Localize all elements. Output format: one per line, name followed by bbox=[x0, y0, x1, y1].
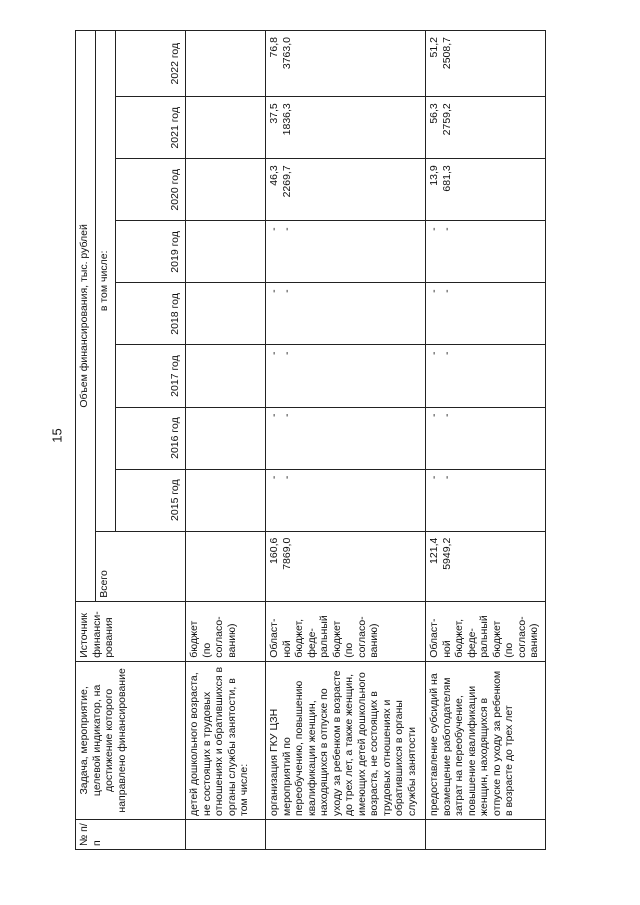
row-year-value bbox=[186, 469, 266, 531]
row-task: предоставление субсидий на возмещение работодателям затрат на переобучение, повышение квалификации женщин, находящихся в отпуске по уходу за ребенком в возрасте до трех лет bbox=[426, 661, 546, 819]
row-no bbox=[266, 819, 426, 849]
row-year-value bbox=[186, 283, 266, 345]
row-total: 121,4 5949,2 bbox=[426, 531, 546, 601]
header-year: 2021 год bbox=[116, 97, 186, 159]
row-year-value: - - bbox=[266, 221, 426, 283]
row-total bbox=[186, 531, 266, 601]
rotated-table-sheet bbox=[75, 30, 620, 850]
row-year-value: 76,8 3763,0 bbox=[266, 31, 426, 97]
header-year: 2019 год bbox=[116, 221, 186, 283]
row-source: Област-ной бюджет, феде-ральный бюджет (по согласо-ванию) bbox=[266, 601, 426, 661]
header-year: 2020 год bbox=[116, 159, 186, 221]
row-year-value: - - bbox=[266, 469, 426, 531]
row-no bbox=[426, 819, 546, 849]
row-year-value: - - bbox=[426, 407, 546, 469]
table-row bbox=[266, 31, 426, 850]
row-year-value bbox=[186, 407, 266, 469]
header-year: 2015 год bbox=[116, 469, 186, 531]
row-year-value: - - bbox=[426, 283, 546, 345]
header-total: Всего bbox=[96, 531, 186, 601]
row-year-value: - - bbox=[426, 469, 546, 531]
row-year-value: - - bbox=[266, 345, 426, 407]
header-no: № п/п bbox=[76, 819, 186, 849]
table-row bbox=[426, 31, 546, 850]
header-volume: Объем финансирования, тыс. рублей bbox=[76, 31, 96, 602]
financing-table bbox=[75, 30, 546, 850]
row-year-value: - - bbox=[426, 345, 546, 407]
header-year: 2022 год bbox=[116, 31, 186, 97]
row-year-value: 46,3 2269,7 bbox=[266, 159, 426, 221]
row-year-value bbox=[186, 31, 266, 97]
header-year: 2016 год bbox=[116, 407, 186, 469]
row-source: бюджет (по согласо-ванию) bbox=[186, 601, 266, 661]
row-year-value bbox=[186, 345, 266, 407]
header-year: 2018 год bbox=[116, 283, 186, 345]
row-year-value bbox=[186, 221, 266, 283]
row-total: 160,6 7869,0 bbox=[266, 531, 426, 601]
row-year-value: - - bbox=[266, 407, 426, 469]
row-year-value: 56,3 2759,2 bbox=[426, 97, 546, 159]
header-row-1 bbox=[76, 31, 96, 850]
row-year-value bbox=[186, 97, 266, 159]
row-no bbox=[186, 819, 266, 849]
row-task: детей дошкольного возраста, не состоящих в трудовых отношениях и обратившихся в органы службы занятости, в том числе: bbox=[186, 661, 266, 819]
row-year-value: - - bbox=[426, 221, 546, 283]
table-row bbox=[186, 31, 266, 850]
header-source: Источник финанси-рования bbox=[76, 601, 186, 661]
row-year-value: 51,2 2508,7 bbox=[426, 31, 546, 97]
row-task: организация ГКУ ЦЗН мероприятий по переобучению, повышению квалификации женщин, находящихся в отпуске по уходу за ребенком в возрасте до трех лет, а также женщин, имеющих детей дошкольного возраста, не состоящих в трудовых отношениях и обратившихся в органы службы занятости bbox=[266, 661, 426, 819]
page-number: 15 bbox=[49, 428, 65, 443]
row-year-value bbox=[186, 159, 266, 221]
header-including: в том числе: bbox=[96, 31, 116, 532]
row-year-value: 13,9 681,3 bbox=[426, 159, 546, 221]
header-task: Задача, мероприятие, целевой индикатор, на достижение которого направлено финансирование bbox=[76, 661, 186, 819]
header-year: 2017 год bbox=[116, 345, 186, 407]
row-year-value: 37,5 1836,3 bbox=[266, 97, 426, 159]
row-year-value: - - bbox=[266, 283, 426, 345]
row-source: Област-ной бюджет, феде-ральный бюджет (по согласо-ванию) bbox=[426, 601, 546, 661]
